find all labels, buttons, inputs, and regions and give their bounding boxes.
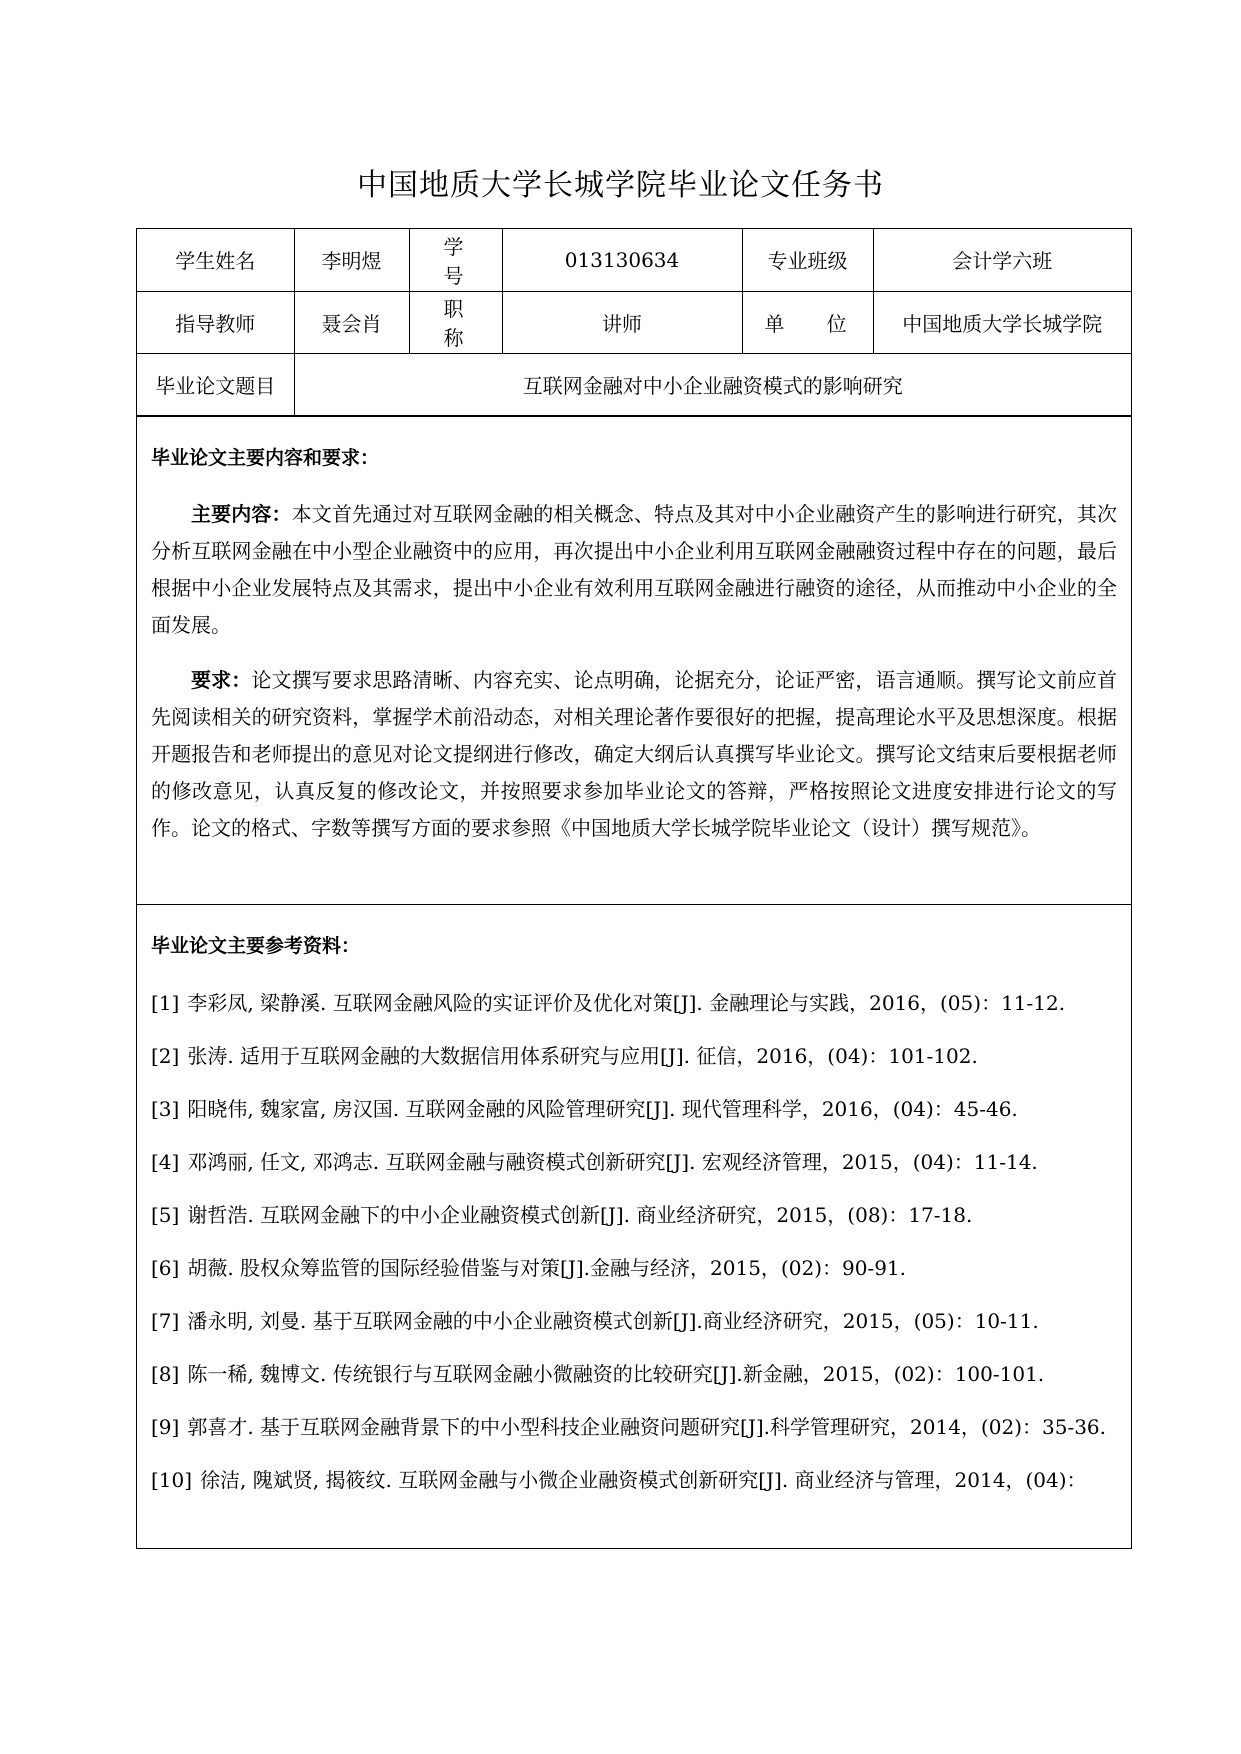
reference-item — [151, 1092, 1117, 1126]
unit-value: 中国地质大学长城学院 — [873, 291, 1131, 353]
topic-value: 互联网金融对中小企业融资模式的影响研究 — [294, 353, 1131, 415]
reference-text: 陈一稀, 魏博文. 传统银行与互联网金融小微融资的比较研究[J].新金融，2015，(02)：100-101. — [187, 1361, 1045, 1386]
rank-label: 职 称 — [409, 291, 502, 353]
unit-label: 单 位 — [742, 291, 873, 353]
reference-item — [151, 1410, 1117, 1444]
reference-text: 谢哲浩. 互联网金融下的中小企业融资模式创新[J]. 商业经济研究，2015，(08)：17-18. — [187, 1202, 973, 1227]
content-heading: 毕业论文主要内容和要求： — [151, 446, 380, 469]
reference-item — [151, 1463, 1117, 1497]
reference-text: 徐洁, 隗斌贤, 揭筱纹. 互联网金融与小微企业融资模式创新研究[J]. 商业经济与管理，2014，(04)： — [200, 1467, 1087, 1492]
requirements-text: 论文撰写要求思路清晰、内容充实、论点明确，论据充分，论证严密，语言通顺。撰写论文前应首先阅读相关的研究资料，掌握学术前沿动态，对相关理论著作要很好的把握，提高理论水平及思想深度。根据开题报告和老师提出的意见对论文提纲进行修改，确定大纲后认真撰写毕业论文。撰写论文结束后要根据老师的修改意见，认真反复的修改论文，并按照要求参加毕业论文的答辩，严格按照论文进度安排进行论文的写作。论文的格式、字数等撰写方面的要求参照《中国地质大学长城学院毕业论文（设计）撰写规范》。 — [151, 667, 1118, 840]
main-content-label: 主要内容： — [191, 501, 292, 526]
task-form-frame — [136, 228, 1132, 1549]
reference-number: [9] — [151, 1414, 180, 1439]
reference-item — [151, 1198, 1117, 1232]
reference-item — [151, 1304, 1117, 1338]
content-section — [137, 416, 1131, 904]
info-row-3 — [137, 353, 1131, 415]
reference-number: [3] — [151, 1096, 180, 1121]
reference-text: 李彩凤, 梁静溪. 互联网金融风险的实证评价及优化对策[J]. 金融理论与实践，2016，(05)：11-12. — [187, 990, 1066, 1015]
student-name-label: 学生姓名 — [137, 229, 294, 291]
main-content-paragraph — [151, 496, 1117, 644]
reference-list — [151, 986, 1117, 1497]
reference-text: 郭喜才. 基于互联网金融背景下的中小型科技企业融资问题研究[J].科学管理研究，2014，(02)：35-36. — [187, 1414, 1107, 1439]
reference-text: 阳晓伟, 魏家富, 房汉国. 互联网金融的风险管理研究[J]. 现代管理科学，2016，(04)：45-46. — [187, 1096, 1018, 1121]
student-id-value: 013130634 — [502, 229, 742, 291]
reference-number: [6] — [151, 1255, 180, 1280]
requirements-label: 要求： — [191, 667, 252, 692]
reference-number: [10] — [151, 1467, 193, 1492]
info-table — [137, 229, 1131, 416]
reference-number: [7] — [151, 1308, 180, 1333]
reference-text: 胡薇. 股权众筹监管的国际经验借鉴与对策[J].金融与经济，2015，(02)：90-91. — [187, 1255, 907, 1280]
reference-text: 邓鸿丽, 任文, 邓鸿志. 互联网金融与融资模式创新研究[J]. 宏观经济管理，2015，(04)：11-14. — [187, 1149, 1038, 1174]
requirements-paragraph — [151, 662, 1117, 847]
reference-text: 张涛. 适用于互联网金融的大数据信用体系研究与应用[J]. 征信，2016，(04)：101-102. — [187, 1043, 978, 1068]
reference-number: [2] — [151, 1043, 180, 1068]
info-row-1 — [137, 229, 1131, 291]
student-id-label: 学 号 — [409, 229, 502, 291]
reference-item — [151, 1251, 1117, 1285]
reference-item — [151, 1145, 1117, 1179]
advisor-label: 指导教师 — [137, 291, 294, 353]
topic-label: 毕业论文题目 — [137, 353, 294, 415]
info-row-2 — [137, 291, 1131, 353]
reference-number: [4] — [151, 1149, 180, 1174]
reference-item — [151, 986, 1117, 1020]
major-class-value: 会计学六班 — [873, 229, 1131, 291]
major-class-label: 专业班级 — [742, 229, 873, 291]
reference-number: [1] — [151, 990, 180, 1015]
reference-text: 潘永明, 刘曼. 基于互联网金融的中小企业融资模式创新[J].商业经济研究，2015，(05)：10-11. — [187, 1308, 1039, 1333]
reference-number: [8] — [151, 1361, 180, 1386]
reference-item — [151, 1357, 1117, 1391]
references-section — [137, 904, 1131, 1497]
reference-number: [5] — [151, 1202, 180, 1227]
main-content-text: 本文首先通过对互联网金融的相关概念、特点及其对中小企业融资产生的影响进行研究，其次分析互联网金融在中小型企业融资中的应用，再次提出中小企业利用互联网金融融资过程中存在的问题，最后根据中小企业发展特点及其需求，提出中小企业有效利用互联网金融进行融资的途径，从而推动中小企业的全面发展。 — [151, 501, 1118, 637]
document-title: 中国地质大学长城学院毕业论文任务书 — [357, 168, 884, 203]
rank-value: 讲师 — [502, 291, 742, 353]
references-heading: 毕业论文主要参考资料： — [151, 934, 361, 957]
advisor-value: 聂会肖 — [294, 291, 409, 353]
reference-item — [151, 1039, 1117, 1073]
student-name-value: 李明煜 — [294, 229, 409, 291]
